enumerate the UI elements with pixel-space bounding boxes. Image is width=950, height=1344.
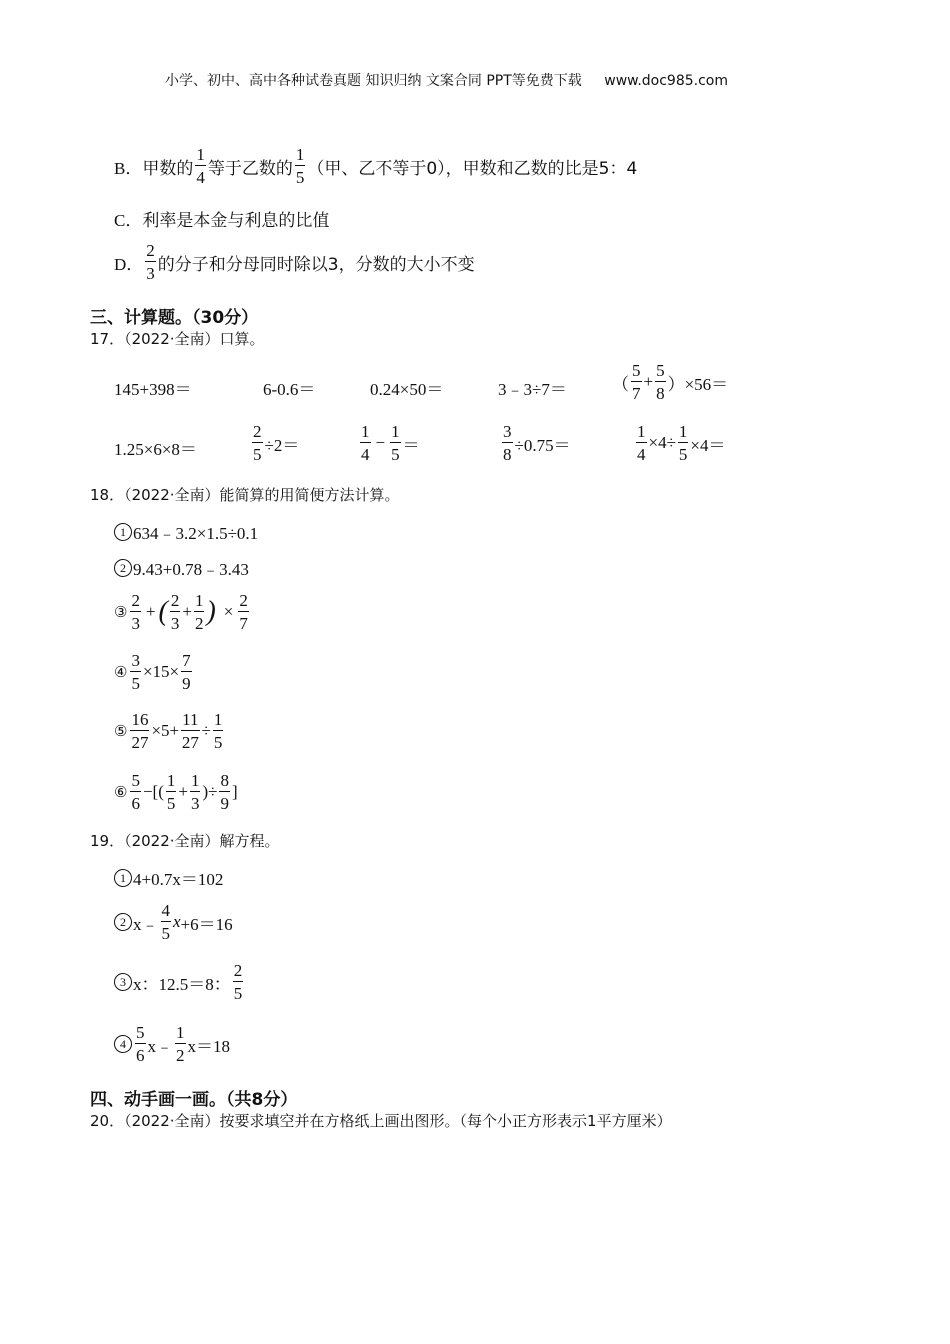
q18-item-6: ⑥ 5 6 −[( 1 5 + $\frac{1}{3}$ )÷ $\frac{8}{9}$ ]: [114, 771, 238, 813]
fraction: $\frac{1}{3}$: [190, 771, 200, 813]
fraction: 1 4: [361, 422, 370, 464]
q17-r2-b: $\frac{2}{5}$ ÷2＝: [253, 422, 300, 464]
item-marker: ③: [114, 604, 128, 621]
item-marker: 1: [114, 869, 132, 887]
option-b-label: B．: [114, 158, 143, 178]
item-marker: 1: [114, 523, 132, 541]
option-b-text3: （甲、乙不等于0），甲数和乙数的比是5：4: [307, 158, 638, 179]
option-c-label: C．: [114, 211, 143, 230]
question-number: 19．: [90, 832, 125, 850]
fraction: 4 5: [161, 901, 170, 943]
option-c-text: 利率是本金与利息的比值: [142, 211, 330, 231]
question-number: 18．: [90, 486, 125, 504]
q18-item-5: ⑤ $\frac{16}{27}$ ×5+ $\frac{11}{27}$ ÷ $\frac{1}{5}$: [114, 710, 223, 752]
question-source: （2022·全南）: [124, 1112, 220, 1130]
question-20-header: [90, 1110, 672, 1131]
section-3-title: 三、计算题。（30分）: [90, 308, 259, 328]
fraction: 1 2: [176, 1023, 185, 1065]
question-number: 20．: [90, 1112, 125, 1130]
q18-item-2: 2 9.43+0.78﹣3.43: [114, 555, 249, 580]
q19-item-4: 4 5 6 x﹣ 1 2 x＝18: [114, 1024, 230, 1064]
option-d-label: D．: [114, 254, 144, 274]
q17-r2-e: $\frac{1}{4}$ ×4÷ $\frac{1}{5}$ ×4＝: [637, 422, 726, 464]
item-marker: ⑥: [114, 784, 128, 801]
q19-item-2: 2 x﹣ 4 5 x +6＝16: [114, 902, 233, 942]
fraction: $\frac{1}{4}$: [637, 422, 646, 464]
q17-r1-d: 3﹣3÷7＝: [498, 380, 567, 399]
question-text: 能简算的用简便方法计算。: [219, 486, 400, 504]
q17-r1-e: （ 5 7 + $\frac{5}{8}$ ）×56＝: [612, 361, 729, 403]
fraction: $\frac{8}{9}$: [220, 771, 229, 813]
fraction: 2 5: [233, 961, 243, 1003]
item-marker: ⑤: [114, 723, 128, 740]
question-number: 17．: [90, 330, 125, 348]
question-19-header: [90, 830, 280, 851]
header-text: 小学、初中、高中各种试卷真题 知识归纳 文案合同 PPT等免费下载: [165, 73, 582, 89]
option-d-text: 的分子和分母同时除以3，分数的大小不变: [157, 254, 475, 275]
q17-r2-a: 1.25×6×8＝: [114, 440, 197, 459]
option-c: [114, 206, 329, 231]
option-b: [114, 146, 637, 186]
question-17-header: [90, 328, 265, 349]
item-marker: 2: [114, 559, 132, 577]
q17-r1-c: 0.24×50＝: [370, 380, 444, 399]
question-text: 解方程。: [219, 832, 280, 850]
fraction: 2 3: [170, 591, 180, 633]
option-d: [114, 242, 475, 282]
q17-r1-a: 145+398＝: [114, 380, 192, 399]
option-b-text2: 等于乙数的: [207, 158, 293, 179]
fraction: 2 3: [131, 591, 140, 633]
item-marker: ④: [114, 664, 128, 681]
q18-item-4: ④ $\frac{3}{5}$ ×15× $\frac{7}{9}$: [114, 651, 191, 693]
fraction: $\frac{1}{2}$: [194, 591, 204, 633]
fraction: $\frac{5}{8}$: [656, 361, 665, 403]
fraction: 1 4: [196, 145, 205, 187]
fraction: $\frac{16}{27}$: [131, 710, 149, 752]
q17-r1-b: 6-0.6＝: [263, 380, 316, 399]
fraction: $\frac{2}{7}$: [239, 591, 248, 633]
item-marker: 4: [114, 1035, 132, 1053]
fraction: $\frac{11}{27}$: [181, 710, 199, 752]
q17-r2-c: 1 4 − $\frac{1}{5}$ ＝: [361, 422, 420, 464]
q19-item-3: 3 x：12.5＝8： 2 5: [114, 962, 245, 1002]
question-source: （2022·全南）: [124, 330, 220, 348]
fraction: 5 6: [131, 771, 140, 813]
fraction: $\frac{3}{5}$: [131, 651, 140, 693]
fraction: 2 3: [146, 241, 155, 283]
item-marker: 2: [114, 913, 132, 931]
fraction: $\frac{1}{5}$: [391, 422, 400, 464]
question-text: 按要求填空并在方格纸上画出图形。（每个小正方形表示1平方厘米）: [219, 1112, 672, 1130]
question-18-header: [90, 484, 400, 505]
q18-item-3: ③ 2 3 + ( 2 3 + $\frac{1}{2}$ ) × $\frac{2}{7}$: [114, 591, 248, 633]
question-source: （2022·全南）: [124, 832, 220, 850]
fraction: 5 7: [632, 361, 641, 403]
section-4-title: 四、动手画一画。（共8分）: [90, 1090, 298, 1110]
header-url: www.doc985.com: [604, 73, 728, 89]
question-text: 口算。: [219, 330, 265, 348]
fraction: $\frac{2}{5}$: [253, 422, 262, 464]
fraction: 1 5: [166, 771, 176, 813]
page-header: [165, 70, 728, 90]
q19-item-1: 1 4+0.7x＝102: [114, 865, 223, 890]
fraction: $\frac{3}{8}$: [503, 422, 512, 464]
option-b-text1: 甲数的: [142, 158, 194, 179]
fraction: 5 6: [136, 1023, 145, 1065]
fraction: $\frac{1}{5}$: [678, 422, 688, 464]
item-marker: 3: [114, 973, 132, 991]
fraction: 1 5: [295, 145, 305, 187]
fraction: $\frac{1}{5}$: [213, 710, 223, 752]
question-source: （2022·全南）: [124, 486, 220, 504]
q17-r2-d: $\frac{3}{8}$ ÷0.75＝: [503, 422, 571, 464]
q18-item-1: 1 634﹣3.2×1.5÷0.1: [114, 519, 258, 544]
fraction: $\frac{7}{9}$: [182, 651, 191, 693]
